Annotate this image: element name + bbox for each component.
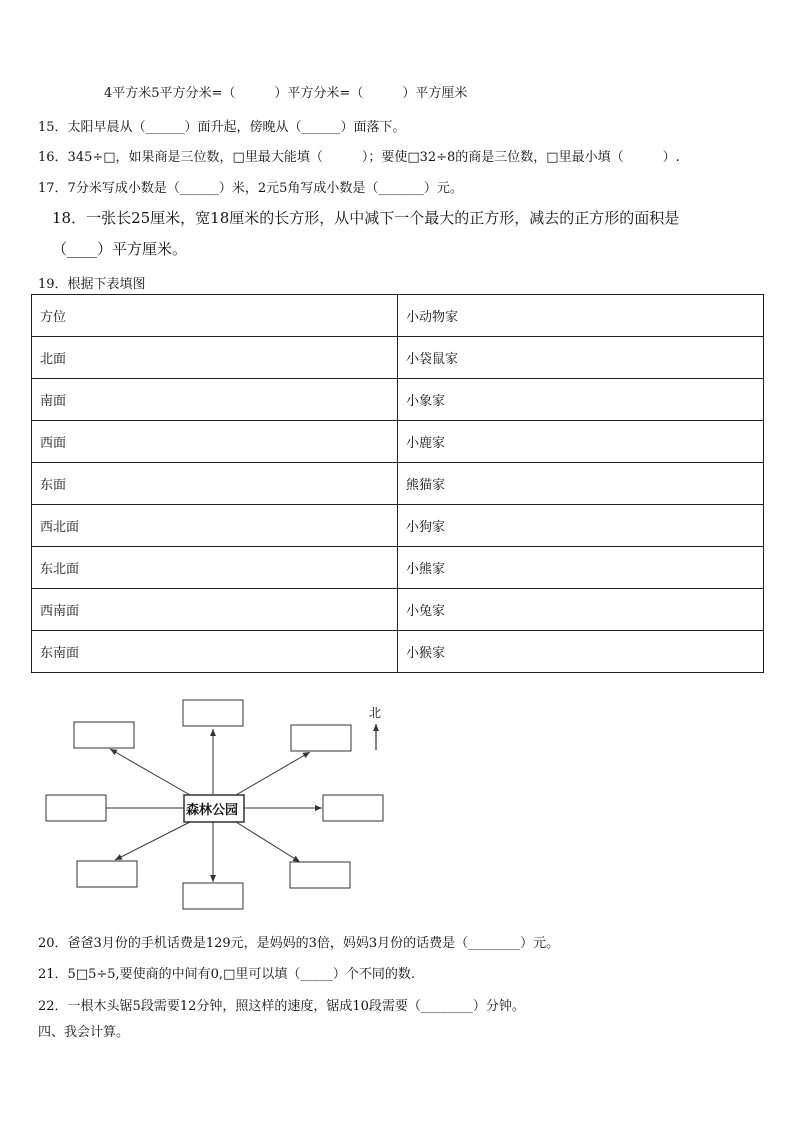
question-18-line-1: 18．一张长25厘米，宽18厘米的长方形，从中减下一个最大的正方形，减去的正方形的面积是 [52,209,680,227]
question-14-line: 4平方米5平方分米=（ ）平方分米=（ ）平方厘米 [104,86,468,101]
question-16: 16．345÷□，如果商是三位数，□里最大能填（ ）；要使□32÷8的商是三位数，□里最小填（ ）. [38,150,680,165]
north-label: 北 [369,706,382,720]
question-20: 20．爸爸3月份的手机话费是129元，是妈妈的3倍，妈妈3月份的话费是（________）元。 [38,936,560,951]
question-21: 21．5□5÷5,要使商的中间有0,□里可以填（_____）个不同的数. [38,967,415,982]
animal-home-cell: 小猴家 [398,631,764,673]
arrow-southeast [236,822,300,862]
direction-cell: 东面 [32,463,398,505]
arrow-northwest [110,749,190,795]
center-label: 森林公园 [186,803,239,818]
direction-cell: 西面 [32,421,398,463]
direction-cell: 方位 [32,295,398,337]
animal-home-cell: 小兔家 [398,589,764,631]
box-southwest [77,861,137,887]
animal-home-cell: 小动物家 [398,295,764,337]
box-west [46,795,106,821]
box-northeast [291,725,351,751]
box-north [183,700,243,726]
question-17: 17．7分米写成小数是（______）米，2元5角写成小数是（_______）元。 [38,181,463,196]
animal-home-cell: 熊猫家 [398,463,764,505]
question-15: 15．太阳早晨从（______）面升起，傍晚从（______）面落下。 [38,120,406,135]
direction-cell: 北面 [32,337,398,379]
box-northwest [74,722,134,748]
arrow-southwest [115,822,190,860]
arrow-northeast [236,752,310,795]
animal-home-cell: 小狗家 [398,505,764,547]
question-19: 19．根据下表填图 [38,277,146,292]
direction-cell: 西北面 [32,505,398,547]
section-4-title: 四、我会计算。 [38,1025,130,1040]
question-22: 22．一根木头锯5段需要12分钟，照这样的速度，锯成10段需要（________）分钟。 [38,999,525,1014]
direction-cell: 南面 [32,379,398,421]
box-south [183,883,243,909]
direction-cell: 东北面 [32,547,398,589]
animal-home-cell: 小象家 [398,379,764,421]
animal-home-cell: 小袋鼠家 [398,337,764,379]
animal-home-cell: 小鹿家 [398,421,764,463]
direction-cell: 西南面 [32,589,398,631]
box-east [323,795,383,821]
direction-cell: 东南面 [32,631,398,673]
question-18-line-2: （____）平方厘米。 [52,240,188,258]
box-southeast [290,862,350,888]
animal-home-cell: 小熊家 [398,547,764,589]
